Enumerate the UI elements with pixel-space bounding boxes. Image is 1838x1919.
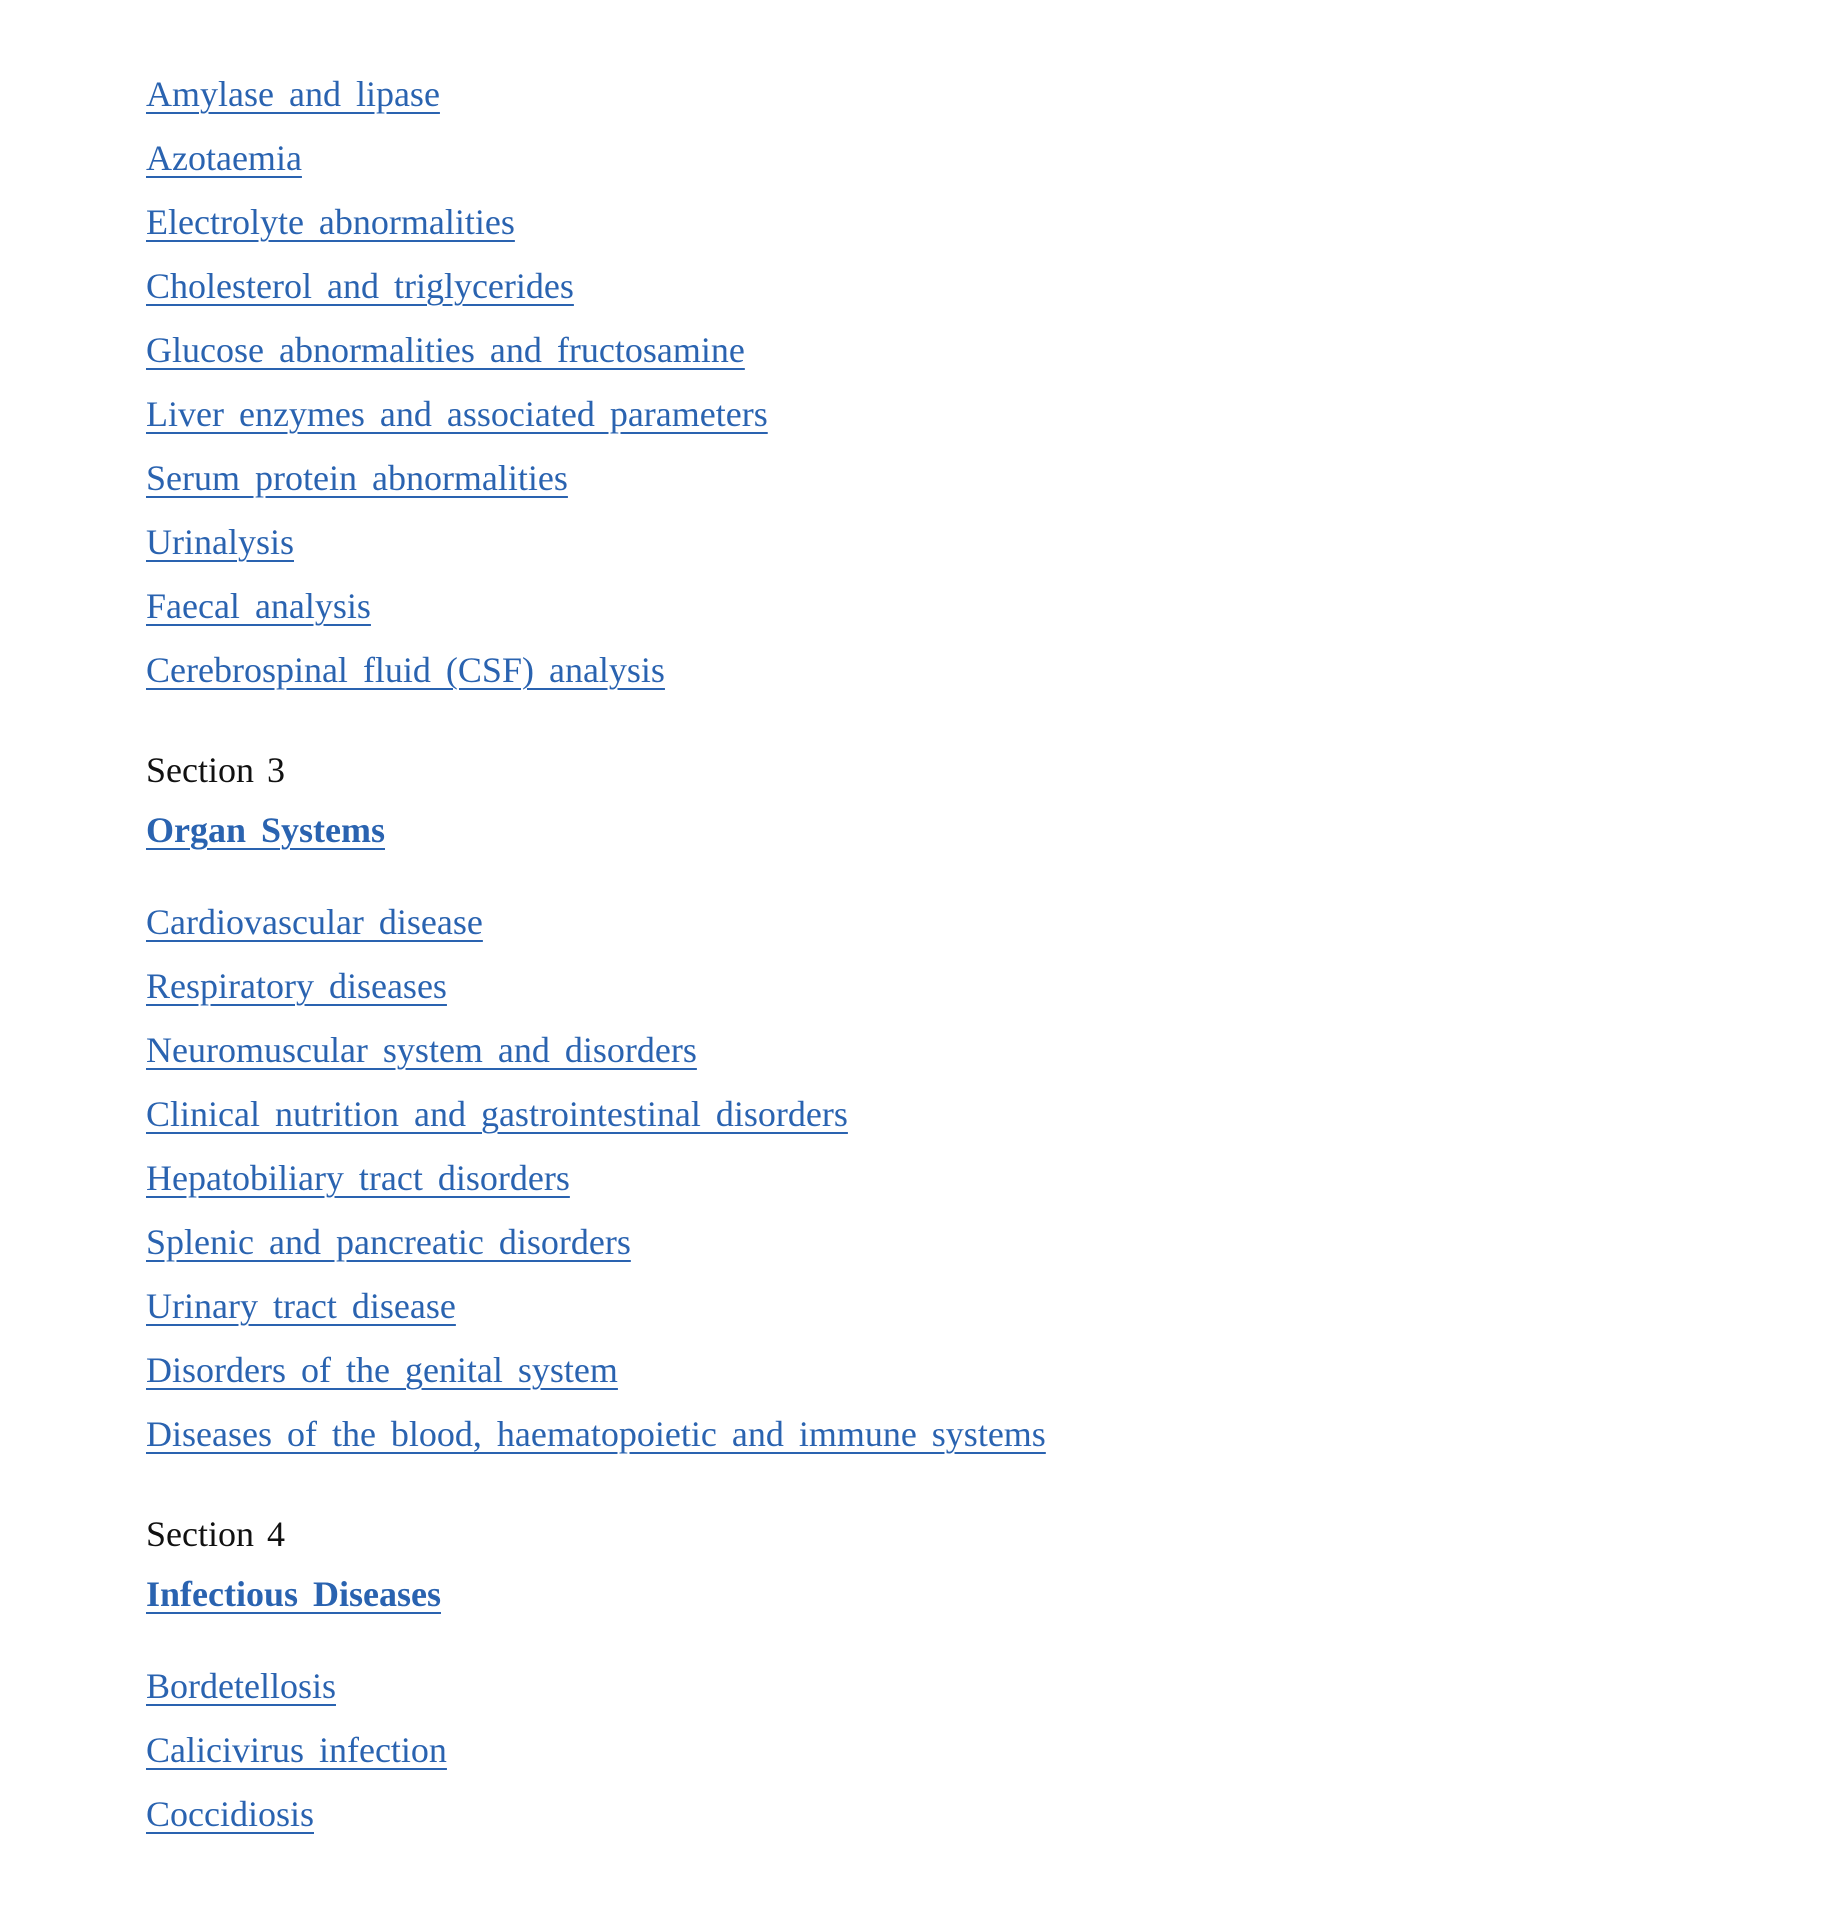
list-item — [146, 1718, 1746, 1782]
section-title-link[interactable]: Infectious Diseases — [146, 1574, 441, 1614]
section-label: Section 3 — [146, 750, 285, 790]
list-item — [146, 1654, 1746, 1718]
toc-link-urinary-tract[interactable]: Urinary tract disease — [146, 1286, 456, 1326]
toc-link-serum-protein[interactable]: Serum protein abnormalities — [146, 458, 568, 498]
toc-link-coccidiosis[interactable]: Coccidiosis — [146, 1794, 314, 1834]
list-item — [146, 382, 1746, 446]
table-of-contents — [146, 62, 1746, 1846]
section-label: Section 4 — [146, 1514, 285, 1554]
list-item — [146, 190, 1746, 254]
toc-list — [146, 1654, 1746, 1846]
section-3-block — [146, 740, 1746, 1466]
toc-link-faecal[interactable]: Faecal analysis — [146, 586, 371, 626]
section-4-block — [146, 1504, 1746, 1846]
toc-link-clinical-nutrition[interactable]: Clinical nutrition and gastrointestinal disorders — [146, 1094, 848, 1134]
list-item — [146, 1210, 1746, 1274]
list-item — [146, 1146, 1746, 1210]
list-item — [146, 318, 1746, 382]
list-item — [146, 1402, 1746, 1466]
list-item — [146, 638, 1746, 702]
section-title-link[interactable]: Organ Systems — [146, 810, 385, 850]
toc-link-azotaemia[interactable]: Azotaemia — [146, 138, 302, 178]
toc-link-neuromuscular[interactable]: Neuromuscular system and disorders — [146, 1030, 697, 1070]
list-item — [146, 1782, 1746, 1846]
list-item — [146, 510, 1746, 574]
toc-link-csf[interactable]: Cerebrospinal fluid (CSF) analysis — [146, 650, 665, 690]
toc-link-amylase-lipase[interactable]: Amylase and lipase — [146, 74, 440, 114]
list-item — [146, 574, 1746, 638]
list-item — [146, 890, 1746, 954]
list-item — [146, 446, 1746, 510]
toc-list — [146, 62, 1746, 702]
toc-link-liver-enzymes[interactable]: Liver enzymes and associated parameters — [146, 394, 768, 434]
toc-link-glucose[interactable]: Glucose abnormalities and fructosamine — [146, 330, 745, 370]
toc-link-blood[interactable]: Diseases of the blood, haematopoietic and immune systems — [146, 1414, 1046, 1454]
toc-link-cardiovascular[interactable]: Cardiovascular disease — [146, 902, 483, 942]
toc-link-hepatobiliary[interactable]: Hepatobiliary tract disorders — [146, 1158, 570, 1198]
list-item — [146, 254, 1746, 318]
toc-link-urinalysis[interactable]: Urinalysis — [146, 522, 294, 562]
laboratory-tests-block — [146, 62, 1746, 702]
toc-link-electrolyte[interactable]: Electrolyte abnormalities — [146, 202, 515, 242]
list-item — [146, 1082, 1746, 1146]
list-item — [146, 1018, 1746, 1082]
list-item — [146, 62, 1746, 126]
toc-list — [146, 890, 1746, 1466]
toc-link-genital[interactable]: Disorders of the genital system — [146, 1350, 618, 1390]
toc-link-respiratory[interactable]: Respiratory diseases — [146, 966, 447, 1006]
toc-link-calicivirus[interactable]: Calicivirus infection — [146, 1730, 447, 1770]
list-item — [146, 1274, 1746, 1338]
toc-link-splenic[interactable]: Splenic and pancreatic disorders — [146, 1222, 631, 1262]
list-item — [146, 954, 1746, 1018]
toc-link-bordetellosis[interactable]: Bordetellosis — [146, 1666, 336, 1706]
list-item — [146, 126, 1746, 190]
toc-link-cholesterol[interactable]: Cholesterol and triglycerides — [146, 266, 574, 306]
list-item — [146, 1338, 1746, 1402]
